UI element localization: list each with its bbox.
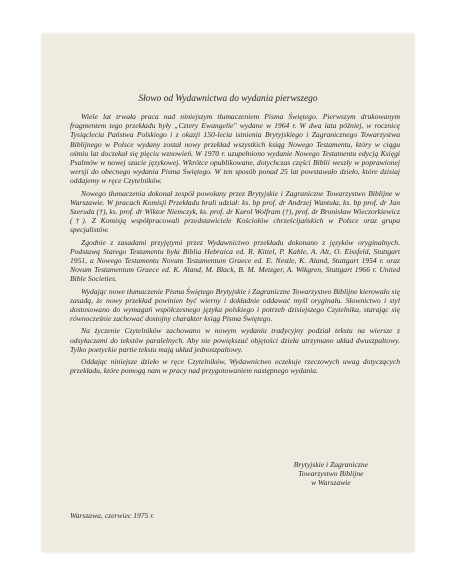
- paragraph-layout: Na życzenie Czytelników zachowano w nowym wydaniu tradycyjny podział tekstu na wiersze z odsyłaczami do tekstów paralelnych. Aby nie powiększać objętości dzieła utrzymano układ dwuszpaltowy. Tylko poetyckie partie tekstu mają układ jednoszpaltowy.: [70, 326, 400, 354]
- book-page: [42, 34, 414, 552]
- signature-line: w Warszawie: [311, 478, 351, 488]
- paragraph-closing: Oddając niniejsze dzieło w ręce Czytelników, Wydawnictwo oczekuje rzeczowych uwag dotyczących przekładu, które pomogą nam w pracy nad przygotowaniem następnego wydania.: [70, 357, 400, 376]
- paragraph-sources: Zgodnie z zasadami przyjętymi przez Wydawnictwo przekładu dokonano z języków oryginalnych. Podstawą Starego Testamentu była Biblia Hebraica ed. R. Kittel, P. Kahle, A. Alt, O. Eissfeld, Stuttgart 1951, a Nowego Testamentu Novum Testamentum Graece ed. E. Nestle, K. Aland, Stuttgart 1954 r. oraz Novum Testamentum Graece ed. K. Aland, M. Black, B. M. Metzger, A. Wikgren, Stuttgart 1966 r. United Bible Societies.: [70, 237, 400, 284]
- signature-line: Brytyjskie i Zagraniczne: [293, 460, 368, 469]
- publisher-signature: [294, 460, 368, 488]
- paragraph-principles: Wydając nowe tłumaczenie Pisma Świętego Brytyjskie i Zagraniczne Towarzystwo Biblijne kierowało się zasadą, że nowy przekład powinien być wierny i dokładnie oddawać myśl oryginału. Słownictwo i styl dostosowano do wymagań współczesnego języka polskiego i potrzeb dzisiejszego Czytelnika, starając się równocześnie zachować dostojny charakter ksiąg Pisma Świętego.: [70, 286, 400, 324]
- page-title: Słowo od Wydawnictwa do wydania pierwszego: [138, 94, 318, 104]
- signature-line: Towarzystwo Biblijne: [298, 469, 364, 479]
- paragraph-history: Wiele lat trwała praca nad niniejszym tłumaczeniem Pisma Świętego. Pierwszym drukowanym fragmentem tego przekładu były „Cztery Ewangelie" wydane w 1964 r. W dwa lata później, w rocznicę Tysiąclecia Państwa Polskiego i z okazji 150-lecia istnienia Brytyjskiego i Zagranicznego Towarzystwa Biblijnego w Polsce wydany został nowy przekład wszystkich ksiąg Nowego Testamentu, który w ciągu ośmiu lat doczekał się pięciu wznowień. W 1970 r. uzupełniono wydanie Nowego Testamentu edycją Księgi Psalmów w nowej szacie językowej. Wkrótce opublikowane, dotychczas części Biblii weszły w poprawionej wersji do obecnego wydania Pisma Świętego. W ten sposób ponad 25 lat powstawało dzieło, które dzisiaj oddajemy w ręce Czytelników.: [70, 112, 400, 186]
- place-and-date: Warszawa, czerwiec 1975 r.: [70, 511, 155, 520]
- preface-body: [70, 112, 400, 378]
- paragraph-translators: Nowego tłumaczenia dokonał zespół powołany przez Brytyjskie i Zagraniczne Towarzystwo Biblijne w Warszawie. W pracach Komisji Przekładu brali udział: ks. bp prof. dr Andrzej Wantuła, ks. bp prof. dr Jan Szeruda (†), ks. prof. dr Wiktor Niemczyk, ks. prof. dr Karol Wolfram (†), prof. dr Bronisław Wieczorkiewicz (†). Z Komisją współpracowali przedstawiciele Kościołów chrześcijańskich w Polsce oraz grupa specjalistów.: [70, 188, 400, 235]
